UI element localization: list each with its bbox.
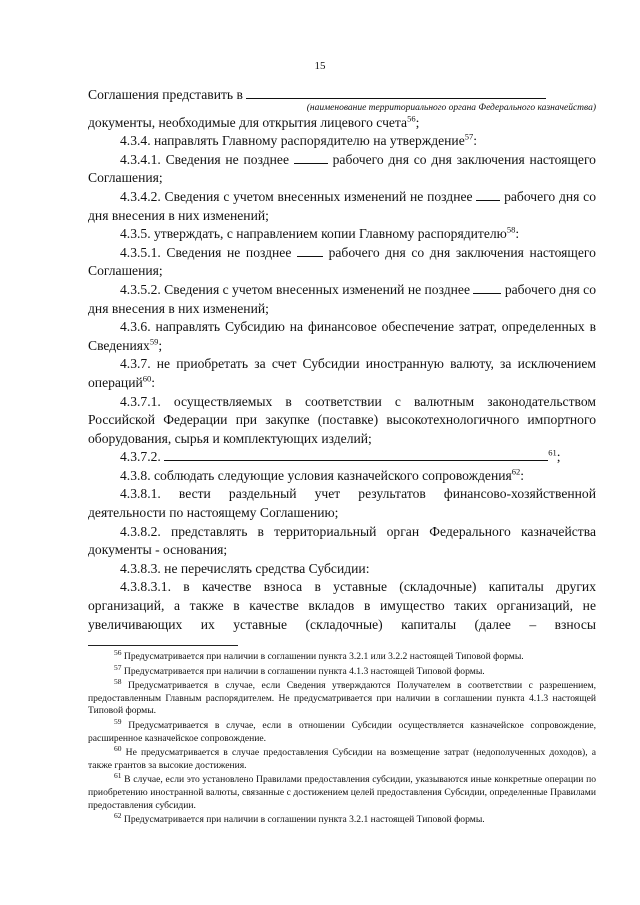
footnote-ref: 61: [548, 447, 557, 458]
footnote-item: [88, 716, 596, 745]
footnote-number: 56: [114, 647, 122, 657]
blank-field: [164, 448, 548, 461]
footnote-item: [88, 647, 596, 664]
paragraph-4-3-7-2: 4.3.7.2. $^{61}$;: [120, 447, 561, 465]
paragraph-4-3-8-2: [88, 523, 596, 560]
paragraph-text: документы, необходимые для открытия лицевого счета: [88, 114, 408, 130]
footnote-ref: 58: [506, 224, 516, 235]
blank-field: [297, 244, 323, 257]
footnote-item: [88, 771, 597, 812]
paragraph-text: 4.3.4.1. Сведения не позднее: [120, 151, 289, 167]
paragraph-text: 4.3.4.2. Сведения с учетом внесенных изменений не позднее: [120, 188, 473, 204]
footnote-ref: 57: [464, 131, 474, 142]
paragraph-text: рабочего дня со дня внесения в них изменений;: [88, 188, 596, 223]
footnote-text: Предусматривается в случае, если в отношении Субсидии осуществляется казначейское сопровождение, расширенное казначейское сопровождение.: [88, 719, 596, 744]
footnote-text: В случае, если это установлено Правилами предоставления субсидии, указываются иные конкретные операции по приобретению иностранной валюты, связанные с достижением целей предоставления Субсидии, определенные Правилами предоставления субсидии.: [88, 774, 597, 811]
paragraph-text: 4.3.8.3. не перечислять средства Субсидии:: [120, 560, 370, 576]
footnote-text: Предусматривается при наличии в соглашении пункта 4.1.3 настоящей Типовой формы.: [123, 665, 485, 677]
paragraph-4-3-5-1: [88, 244, 596, 281]
paragraph-4-3-7: 4.3.7. не приобретать за счет Субсидии иностранную валюту, за исключением операций$^{60}$:: [88, 356, 596, 390]
footnote-ref: 56: [407, 113, 416, 124]
footnote-ref: 60: [142, 373, 152, 384]
paragraph-text: 4.3.7.1. осуществляемых в соответствии с валютным законодательством Российской Федерации при закупке (поставке) высокотехнологичного импортного оборудования, сырья и комплектующих изделий;: [88, 393, 596, 446]
paragraph-4-3-4: 4.3.4. направлять Главному распорядителю на утверждение$^{57}$:: [120, 131, 478, 149]
document-body: [88, 86, 596, 634]
paragraph-text: 4.3.7.2.: [120, 449, 161, 465]
paragraph-text: 4.3.5.1. Сведения не позднее: [120, 244, 292, 260]
footnotes: [88, 647, 597, 829]
footnote-number: 57: [114, 662, 122, 672]
footnote-text: Предусматривается при наличии в соглашении пункта 3.2.1 или 3.2.2 настоящей Типовой формы.: [123, 651, 524, 662]
footnote-ref: 62: [511, 466, 521, 477]
blank-field: [246, 86, 546, 99]
paragraph-4-3-4-1: [88, 151, 596, 188]
footnote-ref: 59: [149, 336, 159, 347]
paragraph-4-3-7-1: [88, 393, 596, 449]
paragraph-4-3-4-2: [88, 188, 596, 225]
footnote-item: [88, 810, 596, 827]
paragraph-4-3-8-3-1: [88, 578, 596, 634]
footnote-number: 62: [114, 810, 122, 820]
footnote-text: Не предусматривается в случае предоставления Субсидии на возмещение затрат (недополученных доходов), а также грантов за высокие достижения.: [88, 747, 596, 771]
paragraph-text: 4.3.5. утверждать, с направлением копии Главному распорядителю: [120, 226, 507, 242]
blank-field: [294, 151, 328, 164]
paragraph-4-3-6: 4.3.6. направлять Субсидию на финансовое обеспечение затрат, определенных в Сведениях$^{59}$;: [88, 319, 596, 353]
paragraph-4-3-5: 4.3.5. утверждать, с направлением копии Главному распорядителю$^{58}$:: [120, 224, 520, 242]
footnote-item: [88, 662, 596, 679]
paragraph-text: 4.3.7. не приобретать за счет Субсидии иностранную валюту, за исключением операций: [88, 356, 596, 390]
blank-field: [476, 188, 500, 201]
paragraph-text: 4.3.8.2. представлять в территориальный орган Федерального казначейства документы - основания;: [88, 523, 596, 558]
page-number: 15: [314, 60, 326, 72]
paragraph-4-3-8: 4.3.8. соблюдать следующие условия казначейского сопровождения$^{62}$:: [120, 466, 525, 483]
paragraph-text: 4.3.4. направлять Главному распорядителю на утверждение: [120, 133, 465, 149]
footnote-number: 61: [114, 771, 122, 781]
footnote-separator: [88, 645, 238, 646]
paragraph-text: 4.3.8.1. вести раздельный учет результатов финансово-хозяйственной деятельности по настоящему Соглашению;: [88, 486, 596, 521]
paragraph-text: 4.3.8.3.1. в качестве взноса в уставные (складочные) капиталы других организаций, а также в качестве вкладов в имущество таких организаций, не увеличивающих их уставные (складочные) капиталы (далее – взносы: [88, 579, 596, 632]
footnote-item: [88, 743, 596, 772]
footnote-text: Предусматривается в случае, если Сведения утверждаются Получателем в соответствии с разрешением, предоставленным Главным распорядителем. Не предусматривается при наличии в соглашении пункта 4.1.3 настоящей Типовой формы.: [88, 680, 596, 717]
paragraph-4-3-5-2: [88, 281, 596, 318]
footnote-number: 60: [114, 743, 122, 753]
paragraph-text: рабочего дня со дня внесения в них изменений;: [88, 281, 596, 316]
footnote-number: 58: [114, 677, 122, 686]
footnote-text: Предусматривается при наличии в соглашении пункта 3.2.1 настоящей Типовой формы.: [123, 814, 485, 826]
paragraph-text: Соглашения представить в: [88, 87, 243, 102]
paragraph-4-3-8-3: [88, 560, 596, 579]
blank-field: [473, 281, 501, 294]
paragraph-text: 4.3.8. соблюдать следующие условия казначейского сопровождения: [120, 467, 512, 483]
paragraph-text: 4.3.6. направлять Субсидию на финансовое обеспечение затрат, определенных в Сведениях: [88, 319, 596, 353]
paragraph-text: рабочего дня со дня заключения настоящего Соглашения;: [88, 244, 596, 279]
paragraph-text: рабочего дня со дня заключения настоящего Соглашения;: [88, 151, 596, 186]
paragraph-0: [88, 86, 596, 105]
paragraph-text: 4.3.5.2. Сведения с учетом внесенных изменений не позднее: [120, 281, 470, 297]
footnote-number: 59: [114, 716, 122, 726]
paragraph-0b: документы, необходимые для открытия лицевого счета$^{56}$;: [88, 113, 420, 130]
footnote-item: [88, 677, 596, 718]
field-hint: (наименование территориального органа Федерального казначейства): [306, 102, 596, 113]
paragraph-4-3-8-1: [88, 485, 596, 522]
